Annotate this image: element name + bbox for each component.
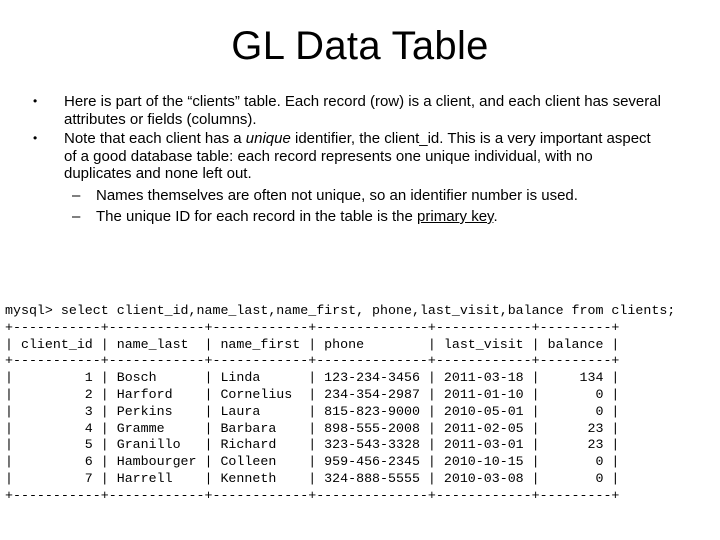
table-border: +-----------+------------+------------+--------------+------------+---------+: [5, 319, 620, 335]
table-row: | 5 | Granillo | Richard | 323-543-3328 | 2011-03-01 | 23 |: [5, 437, 620, 453]
sql-output: [5, 303, 675, 505]
bullet-dot-icon: •: [33, 94, 38, 108]
dash-icon: –: [72, 208, 81, 225]
dash-icon: –: [72, 186, 81, 204]
table-border: +-----------+------------+------------+--------------+------------+---------+: [5, 487, 620, 503]
table-row: | 3 | Perkins | Laura | 815-823-9000 | 2010-05-01 | 0 |: [5, 403, 620, 419]
sub-bullet-text: Names themselves are often not unique, so an identifier number is used.: [96, 186, 578, 204]
sub-bullet-item: [0, 187, 656, 205]
bullet-emphasis: unique: [245, 130, 291, 147]
bullet-text: Note that each client has a: [64, 130, 246, 147]
bullet-text-tail: identifier, the client_id. This is a very important aspect of a good database table: each record represents one unique individual, with no duplicates and none left out.: [64, 130, 651, 182]
sql-table: [5, 320, 619, 503]
table-row: | 1 | Bosch | Linda | 123-234-3456 | 2011-03-18 | 134 |: [5, 370, 620, 386]
table-row: | 4 | Gramme | Barbara | 898-555-2008 | 2011-02-05 | 23 |: [5, 420, 620, 436]
bullet-list: [0, 93, 720, 226]
bullet-text: Here is part of the “clients” table. Each record (row) is a client, and each client has several attributes or fields (columns).: [64, 93, 661, 128]
bullet-item: [0, 130, 664, 183]
sub-bullet-text: The unique ID for each record in the table is the: [96, 208, 418, 225]
table-header-row: | client_id | name_last | name_first | phone | last_visit | balance |: [5, 336, 620, 352]
sub-bullet-item: [0, 208, 656, 226]
table-row: | 2 | Harford | Cornelius | 234-354-2987 | 2011-01-10 | 0 |: [5, 386, 620, 402]
table-border: +-----------+------------+------------+--------------+------------+---------+: [5, 353, 620, 369]
bullet-dot-icon: •: [33, 131, 38, 145]
table-row: | 6 | Hambourger | Colleen | 959-456-2345 | 2010-10-15 | 0 |: [5, 454, 620, 470]
slide-title: GL Data Table: [231, 24, 489, 68]
primary-key-link: primary key: [417, 208, 494, 225]
table-row: | 7 | Harrell | Kenneth | 324-888-5555 | 2010-03-08 | 0 |: [5, 470, 620, 486]
sub-bullet-end: .: [493, 208, 498, 225]
bullet-item: [0, 93, 664, 128]
sql-query: mysql> select client_id,name_last,name_first, phone,last_visit,balance from clients;: [5, 303, 676, 318]
